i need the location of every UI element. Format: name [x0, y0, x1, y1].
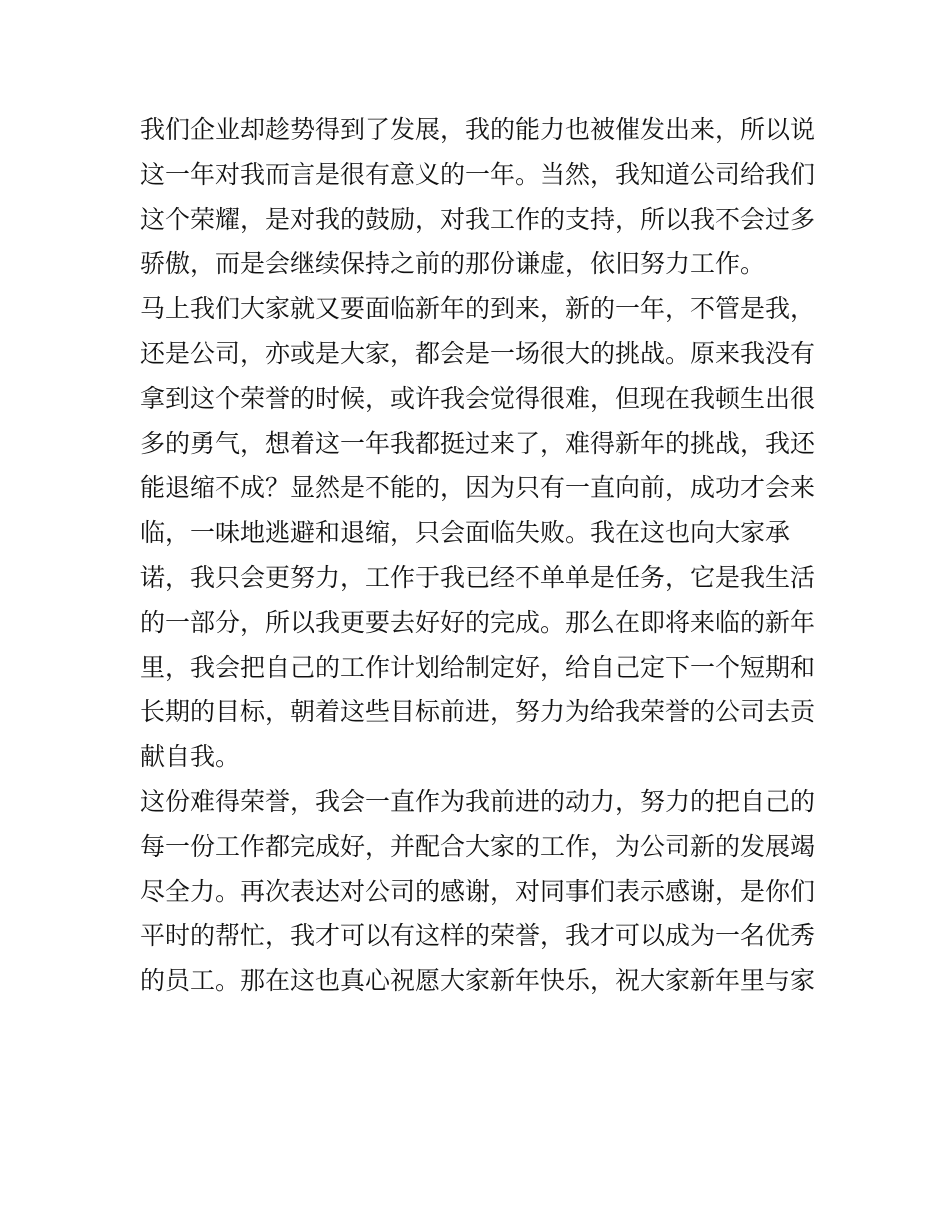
text-line: 还是公司，亦或是大家，都会是一场很大的挑战。原来我没有	[140, 338, 816, 368]
text-line: 骄傲，而是会继续保持之前的那份谦虚，依旧努力工作。	[140, 249, 766, 279]
text-line: 长期的目标，朝着这些目标前进，努力为给我荣誉的公司去贡	[140, 697, 816, 727]
text-line: 平时的帮忙，我才可以有这样的荣誉，我才可以成为一名优秀	[140, 921, 816, 951]
text-line: 临，一味地逃避和退缩，只会面临失败。我在这也向大家承	[140, 518, 791, 548]
text-line: 每一份工作都完成好，并配合大家的工作，为公司新的发展竭	[140, 831, 816, 861]
text-line: 马上我们大家就又要面临新年的到来，新的一年，不管是我，	[140, 294, 816, 324]
text-line: 这一年对我而言是很有意义的一年。当然，我知道公司给我们	[140, 159, 816, 189]
text-line: 多的勇气，想着这一年我都挺过来了，难得新年的挑战，我还	[140, 428, 816, 458]
text-line: 我们企业却趁势得到了发展，我的能力也被催发出来，所以说	[140, 115, 816, 144]
text-line: 里，我会把自己的工作计划给制定好，给自己定下一个短期和	[140, 652, 816, 682]
document-body-text	[140, 108, 820, 1004]
text-line: 这个荣耀，是对我的鼓励，对我工作的支持，所以我不会过多	[140, 204, 816, 234]
text-line: 的一部分，所以我更要去好好的完成。那么在即将来临的新年	[140, 607, 816, 637]
text-line: 的员工。那在这也真心祝愿大家新年快乐，祝大家新年里与家	[140, 966, 816, 996]
text-line: 这份难得荣誉，我会一直作为我前进的动力，努力的把自己的	[140, 786, 816, 816]
text-line: 尽全力。再次表达对公司的感谢，对同事们表示感谢，是你们	[140, 876, 816, 906]
text-line: 诺，我只会更努力，工作于我已经不单单是任务，它是我生活	[140, 562, 816, 592]
text-line: 献自我。	[140, 742, 241, 772]
text-line: 拿到这个荣誉的时候，或许我会觉得很难，但现在我顿生出很	[140, 383, 816, 413]
text-line: 能退缩不成？显然是不能的，因为只有一直向前，成功才会来	[140, 473, 816, 503]
